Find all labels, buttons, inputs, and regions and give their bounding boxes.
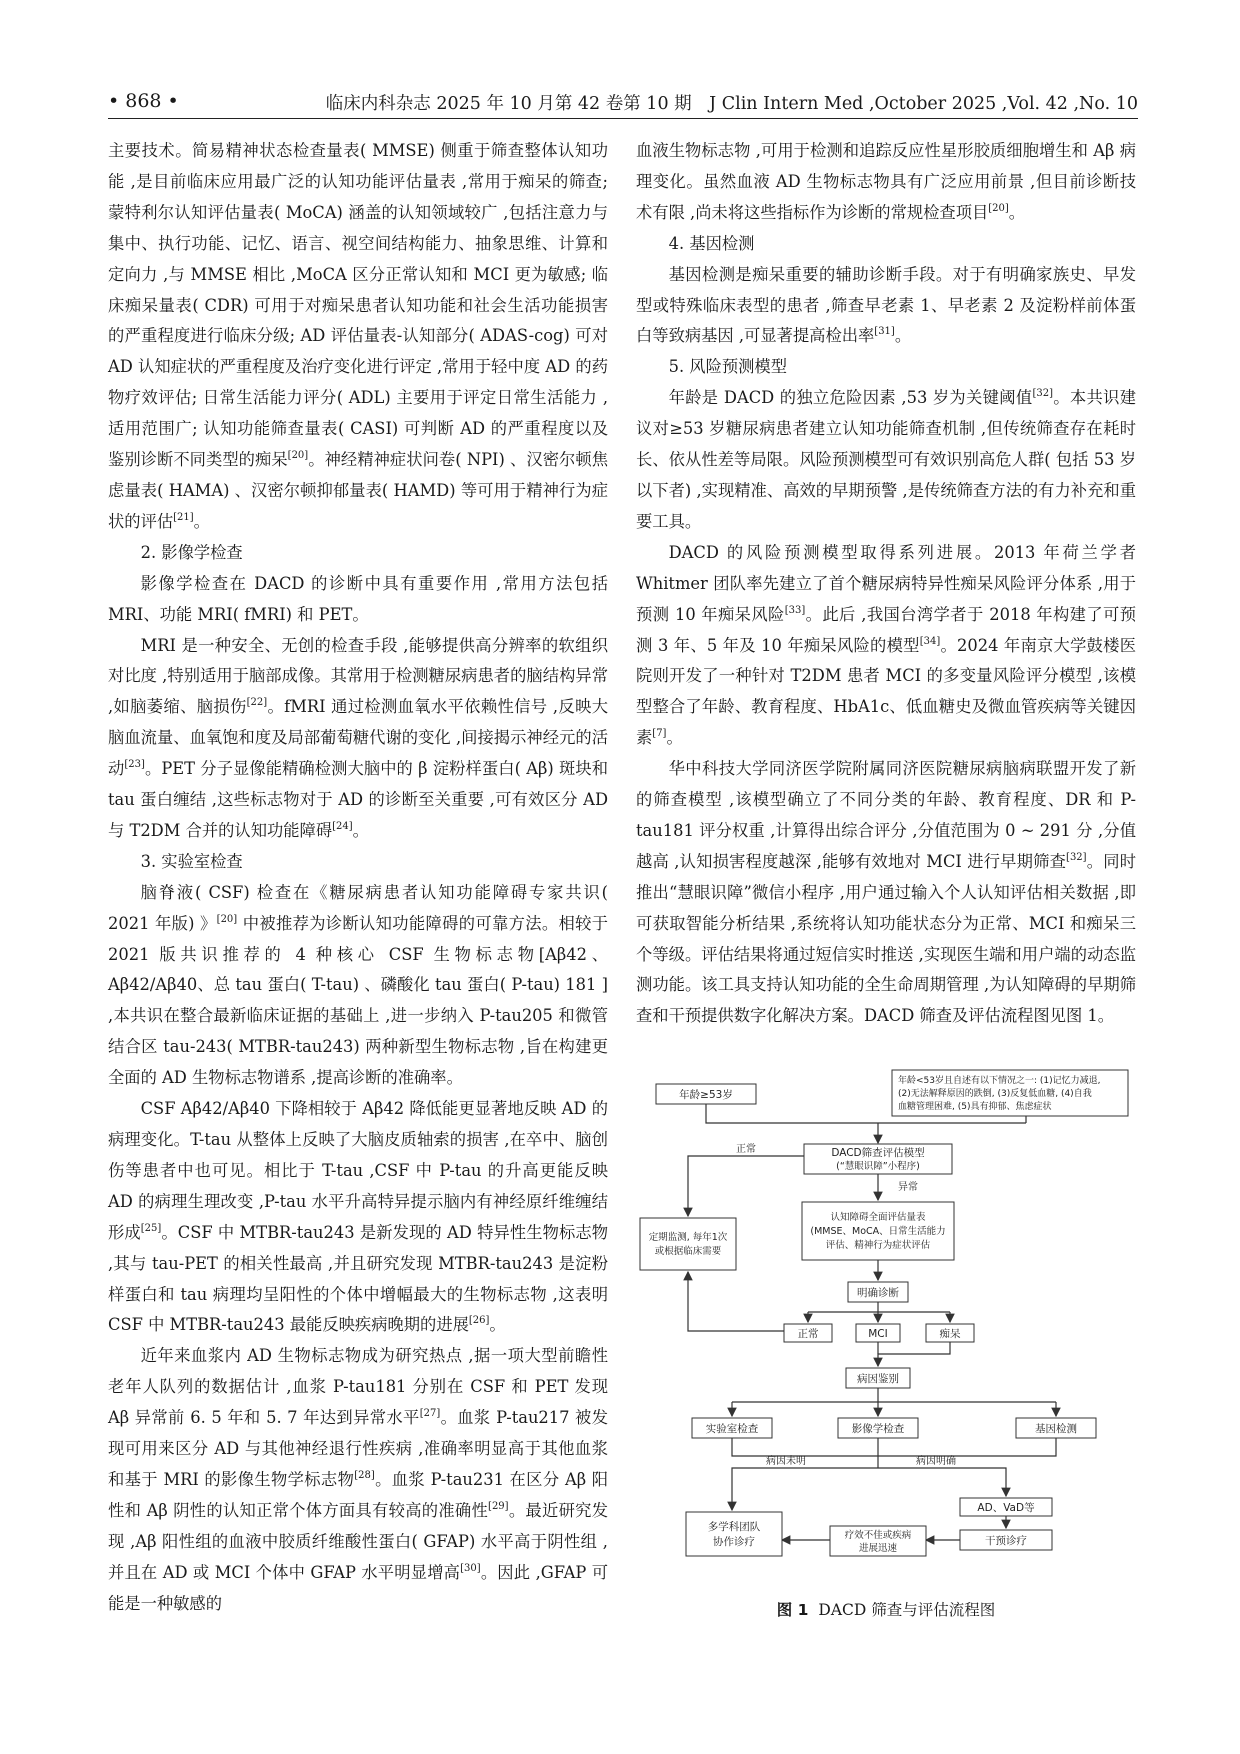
box-dacd-model (804, 1144, 952, 1174)
paragraph: 基因检测是痴呆重要的辅助诊断手段。对于有明确家族史、早发型或特殊临床表型的患者 ,筛查早老素 1、早老素 2 及淀粉样前体蛋白等致病基因 ,可显著提高检出率[31]。 (636, 264, 1136, 346)
text-poor-effect-line1: 疗效不佳或疾病 (844, 1530, 912, 1541)
box-etiology (846, 1368, 910, 1388)
box-diagnosis (848, 1282, 908, 1302)
section-heading: 3. 实验室检查 (140, 851, 243, 871)
text-intervention: 干预诊疗 (985, 1535, 1027, 1547)
box-followup (640, 1218, 736, 1270)
text-dx-mci: MCI (868, 1328, 888, 1340)
section-heading: 4. 基因检测 (668, 233, 755, 253)
text-dacd-model-line2: (“慧眼识障”小程序) (836, 1161, 920, 1172)
box-dx-dementia (926, 1324, 974, 1342)
text-gene: 基因检测 (1035, 1423, 1077, 1435)
paragraph: 年龄是 DACD 的独立危险因素 ,53 岁为关键阈值[32]。本共识建议对≥53 岁糖尿病患者建立认知功能筛查机制 ,但传统筛查存在耗时长、依从性差等局限。风险预测模型可有效识别高危人群( 包括 53 岁以下者) ,实现精准、高效的早期预警 ,是传统筛查方法的有力补充和重要工具。 (636, 388, 1136, 531)
text-followup-line2: 或根据临床需要 (654, 1246, 722, 1257)
text-etiology: 病因鉴别 (857, 1373, 899, 1385)
connector (878, 1342, 950, 1366)
box-dx-mci (856, 1324, 900, 1342)
text-ad-vad: AD、VaD等 (977, 1502, 1035, 1514)
connector (688, 1156, 804, 1216)
section-heading: 2. 影像学检查 (140, 542, 243, 562)
text-imaging: 影像学检查 (851, 1423, 905, 1435)
box-ad-vad (960, 1498, 1052, 1516)
journal-citation: 临床内科杂志 2025 年 10 月第 42 卷第 10 期 J Clin Intern Med ,October 2025 ,Vol. 42 ,No. 10 (325, 94, 1138, 114)
box-gene (1016, 1418, 1096, 1438)
flowchart-boxes (640, 1070, 1128, 1556)
box-full-eval (802, 1202, 954, 1260)
text-full-eval-line2: (MMSE、MoCA、日常生活能力 (810, 1226, 946, 1237)
paragraph: 主要技术。简易精神状态检查量表( MMSE) 侧重于筛查整体认知功能 ,是目前临床应用最广泛的认知功能评估量表 ,常用于痴呆的筛查; 蒙特利尔认知评估量表( MoCA) 涵盖的认知领域较广 ,包括注意力与集中、执行功能、记忆、语言、视空间结构能力、抽象思维、计算和定向力 ,与 MMSE 相比 ,MoCA 区分正常认知和 MCI 更为敏感; 临床痴呆量表( CDR) 可用于对痴呆患者认知功能和社会生活功能损害的严重程度进行临床分级; AD 评估量表-认知部分( ADAS-cog) 可对 AD 认知症状的严重程度及治疗变化进行评定 ,常用于轻中度 AD 的药物疗效评估; 日常生活能力评分( ADL) 主要用于评定日常生活能力 ,适用范围广; 认知功能筛查量表( CASI) 可判断 AD 的严重程度以及鉴别诊断不同类型的痴呆[20]。神经精神症状问卷( NPI) 、汉密尔顿焦虑量表( HAMA) 、汉密尔顿抑郁量表( HAMD) 等可用于精神行为症状的评估[21]。 (108, 141, 608, 531)
paragraph: 近年来血浆内 AD 生物标志物成为研究热点 ,据一项大型前瞻性老年人队列的数据估计 ,血浆 P-tau181 分别在 CSF 和 PET 发现 Aβ 异常前 6. 5 年和 5. 7 年达到异常水平[27]。血浆 P-tau217 被发现可用来区分 AD 与其他神经退行性疾病 ,准确率明显高于其他血浆和基于 MRI 的影像生物学标志物[28]。血浆 P-tau231 在区分 Aβ 阳性和 Aβ 阴性的认知正常个体方面具有较高的准确性[29]。最近研究发现 ,Aβ 阳性组的血液中胶质纤维酸性蛋白( GFAP) 水平高于阴性组 ,并且在 AD 或 MCI 个体中 GFAP 水平明显增高[30]。因此 ,GFAP 可能是一种敏感的 (108, 1346, 608, 1613)
figure-title: DACD 筛查与评估流程图 (818, 1601, 996, 1619)
text-dacd-model-line1: DACD筛查评估模型 (831, 1147, 925, 1159)
connector (732, 1468, 878, 1510)
label-unknown-cause: 病因未明 (766, 1456, 806, 1467)
text-age-ge53: 年龄≥53岁 (679, 1089, 733, 1101)
section-heading: 5. 风险预测模型 (668, 357, 787, 377)
page-number: • 868 • (108, 90, 179, 112)
figure-caption (636, 1598, 1136, 1620)
text-mdt-line1: 多学科团队 (707, 1521, 761, 1533)
text-age-lt53-line3: 血糖管理困难, (5)具有抑郁、焦虑症状 (898, 1102, 1052, 1112)
paragraph: DACD 的风险预测模型取得系列进展。2013 年荷兰学者 Whitmer 团队率先建立了首个糖尿病特异性痴呆风险评分体系 ,用于预测 10 年痴呆风险[33]。此后 ,我国台湾学者于 2018 年构建了可预测 3 年、5 年及 10 年痴呆风险的模型[34]。2024 年南京大学鼓楼医院则开发了一种针对 T2DM 患者 MCI 的多变量风险评分模型 ,该模型整合了年龄、教育程度、HbA1c、低血糖史及微血管疾病等关键因素[7]。 (636, 542, 1136, 748)
label-abnormal: 异常 (898, 1182, 918, 1193)
box-dx-normal (784, 1324, 832, 1342)
text-full-eval-line1: 认知障碍全面评估量表 (830, 1212, 926, 1223)
figure-label: 图 1 (776, 1601, 809, 1619)
box-poor-effect (830, 1526, 926, 1556)
text-lab: 实验室检查 (705, 1423, 759, 1435)
connector (688, 1272, 784, 1331)
connector (732, 1438, 1056, 1456)
connector (878, 1468, 1006, 1496)
paragraph: 脑脊液( CSF) 检查在《糖尿病患者认知功能障碍专家共识( 2021 年版) 》[20] 中被推荐为诊断认知功能障碍的可靠方法。相较于 2021 版共识推荐的 4 种核心 CSF 生物标志物[Aβ42、Aβ42/Aβ40、总 tau 蛋白( T-tau) 、磷酸化 tau 蛋白( P-tau) 181 ] ,本共识在整合最新临床证据的基础上 ,进一步纳入 P-tau205 和微管结合区 tau-243( MTBR-tau243) 两种新型生物标志物 ,旨在构建更全面的 AD 生物标志物谱系 ,提高诊断的准确率。 (108, 882, 608, 1088)
paragraph: 华中科技大学同济医学院附属同济医院糖尿病脑病联盟开发了新的筛查模型 ,该模型确立了不同分类的年龄、教育程度、DR 和 P-tau181 评分权重 ,计算得出综合评分 ,分值范围为 0 ~ 291 分 ,分值越高 ,认知损害程度越深 ,能够有效地对 MCI 进行早期筛查[32]。同时推出“慧眼识障”微信小程序 ,用户通过输入个人认知评估相关数据 ,即可获取智能分析结果 ,系统将认知功能状态分为正常、MCI 和痴呆三个等级。评估结果将通过短信实时推送 ,实现医生端和用户端的动态监测功能。该工具支持认知功能的全生命周期管理 ,为认知障碍的早期筛查和干预提供数字化解决方案。DACD 筛查及评估流程图见图 1。 (636, 759, 1136, 1026)
label-normal: 正常 (736, 1144, 756, 1155)
text-diagnosis: 明确诊断 (857, 1287, 899, 1299)
text-age-lt53-line2: (2)无法解释原因的跌倒, (3)反复低血糖, (4)自我 (898, 1089, 1092, 1099)
text-followup-line1: 定期监测, 每年1次 (648, 1232, 728, 1243)
header-rule (108, 118, 1138, 119)
paragraph: MRI 是一种安全、无创的检查手段 ,能够提供高分辨率的软组织对比度 ,特别适用于脑部成像。其常用于检测糖尿病患者的脑结构异常 ,如脑萎缩、脑损伤[22]。fMRI 通过检测血氧水平依赖性信号 ,反映大脑血流量、血氧饱和度及局部葡萄糖代谢的变化 ,间接揭示神经元的活动[23]。PET 分子显像能精确检测大脑中的 β 淀粉样蛋白( Aβ) 斑块和 tau 蛋白缠结 ,这些标志物对于 AD 的诊断至关重要 ,可有效区分 AD 与 T2DM 合并的认知功能障碍[24]。 (108, 635, 608, 840)
flowchart-svg (636, 1068, 1136, 1588)
paragraph: 影像学检查在 DACD 的诊断中具有重要作用 ,常用方法包括 MRI、功能 MRI( fMRI) 和 PET。 (108, 573, 608, 624)
text-full-eval-line3: 评估、精神行为症状评估 (825, 1240, 931, 1251)
running-header (108, 86, 1138, 120)
text-dx-dementia: 痴呆 (939, 1328, 961, 1340)
left-column (108, 136, 608, 1620)
text-mdt-line2: 协作诊疗 (713, 1536, 755, 1548)
box-imaging (838, 1418, 918, 1438)
paragraph: 血液生物标志物 ,可用于检测和追踪反应性星形胶质细胞增生和 Aβ 病理变化。虽然血液 AD 生物标志物具有广泛应用前景 ,但目前诊断技术有限 ,尚未将这些指标作为诊断的常规检查项目[20]。 (636, 141, 1136, 222)
box-lab (692, 1418, 772, 1438)
box-age-lt53 (892, 1070, 1128, 1116)
text-poor-effect-line2: 进展迅速 (858, 1543, 898, 1554)
label-known-cause: 病因明确 (916, 1456, 956, 1467)
text-age-lt53-line1: 年龄<53岁且自述有以下情况之一: (1)记忆力减退, (898, 1076, 1101, 1086)
box-age-ge53 (656, 1084, 756, 1104)
box-mdt (686, 1512, 782, 1556)
flowchart-figure (636, 1068, 1136, 1588)
text-dx-normal: 正常 (797, 1328, 819, 1340)
box-intervention (960, 1530, 1052, 1550)
paragraph: CSF Aβ42/Aβ40 下降相较于 Aβ42 降低能更显著地反映 AD 的病理变化。T-tau 从整体上反映了大脑皮质轴索的损害 ,在卒中、脑创伤等患者中也可见。相比于 T-tau ,CSF 中 P-tau 的升高更能反映 AD 的病理生理改变 ,P-tau 水平升高特异提示脑内有神经原纤维缠结形成[25]。CSF 中 MTBR-tau243 是新发现的 AD 特异性生物标志物 ,其与 tau-PET 的相关性最高 ,并且研究发现 MTBR-tau243 是淀粉样蛋白和 tau 病理均呈阳性的个体中增幅最大的生物标志物 ,这表明 CSF 中 MTBR-tau243 最能反映疾病晚期的进展[26]。 (108, 1099, 608, 1335)
right-column (636, 136, 1136, 1032)
